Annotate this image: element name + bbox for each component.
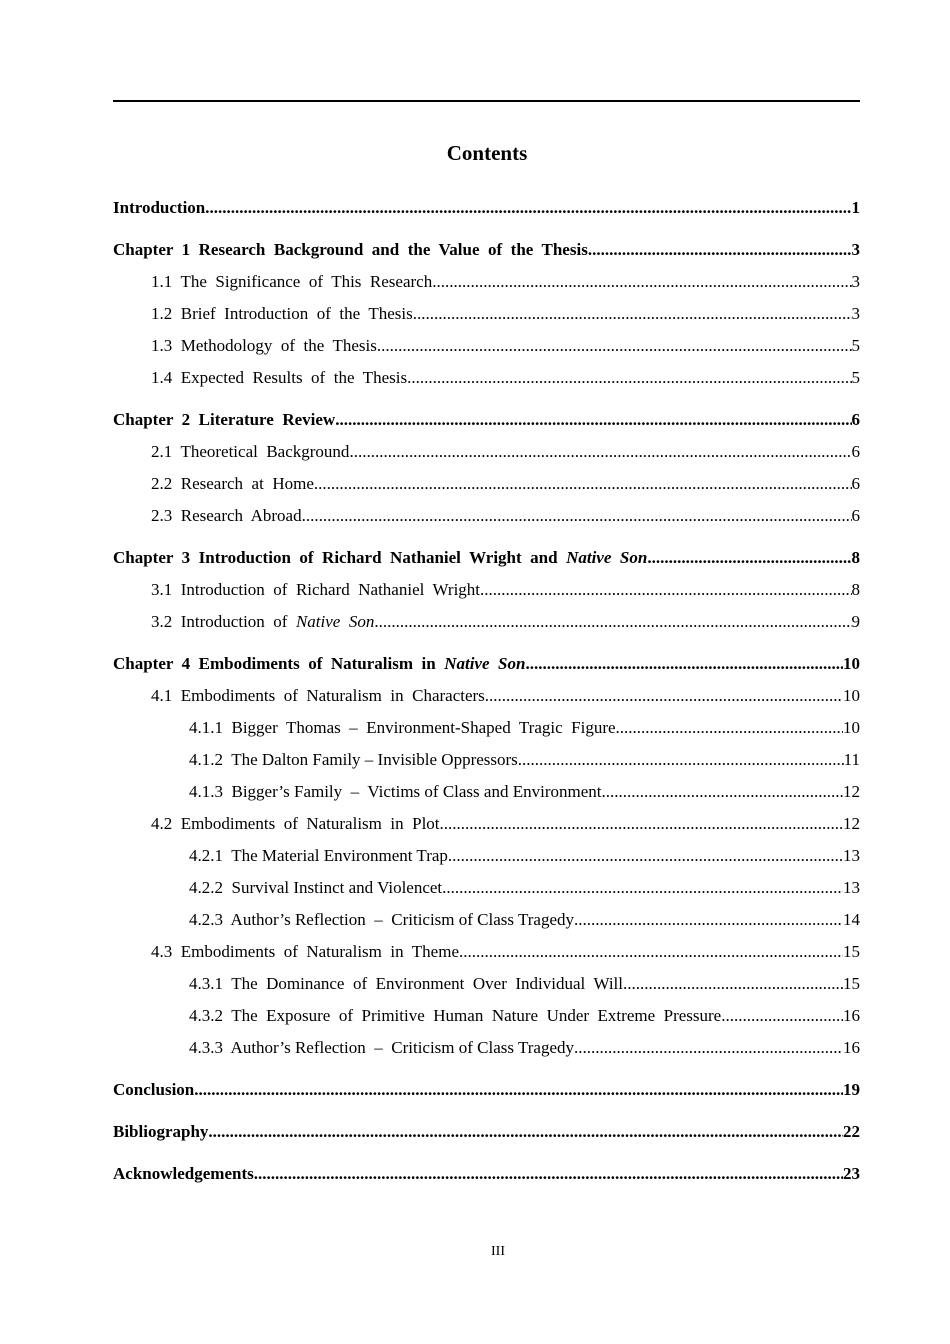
toc-entry-page: 15: [843, 974, 860, 993]
page-number: III: [491, 1244, 505, 1259]
toc-entry-title: [113, 1078, 194, 1101]
toc-entry-title: [113, 1162, 254, 1185]
toc-entry-title-text: 1.1 The Significance of This Research: [151, 272, 433, 291]
toc-entry-page: 1: [851, 198, 860, 217]
toc-dot-leader: [459, 940, 843, 963]
toc-entry-title-text: Chapter 2 Literature Review: [113, 410, 336, 429]
toc-entry-title-text: 4.3 Embodiments of Naturalism in Theme: [151, 942, 460, 961]
toc-entry[interactable]: [113, 1036, 860, 1068]
table-of-contents: [113, 196, 860, 1194]
toc-entry[interactable]: [113, 196, 860, 228]
toc-dot-leader: [208, 1120, 843, 1143]
toc-entry-title-text: Chapter 3 Introduction of Richard Nathaniel Wright and: [113, 548, 567, 567]
header-rule: [113, 100, 860, 102]
toc-entry-page: 13: [843, 846, 860, 865]
toc-entry-title: [113, 238, 588, 261]
toc-entry[interactable]: [113, 780, 860, 812]
toc-entry-title-text: 4.2.1 The Material Environment Trap: [189, 846, 448, 865]
toc-dot-leader: [377, 334, 852, 357]
toc-entry-page: 10: [843, 654, 860, 673]
toc-dot-leader: [574, 908, 843, 931]
toc-dot-leader: [485, 684, 843, 707]
toc-entry[interactable]: [113, 972, 860, 1004]
toc-entry-page: 14: [843, 910, 860, 929]
toc-entry-page: 16: [843, 1006, 860, 1025]
toc-entry[interactable]: [113, 408, 860, 440]
toc-entry-title: [151, 334, 377, 357]
toc-entry[interactable]: [113, 684, 860, 716]
toc-entry-title: [151, 302, 413, 325]
toc-dot-leader: [518, 748, 844, 771]
toc-dot-leader: [374, 610, 851, 633]
toc-entry[interactable]: [113, 940, 860, 972]
toc-entry-title-text: 4.3.3 Author’s Reflection – Criticism of Class Tragedy: [189, 1038, 575, 1057]
toc-entry-title: [189, 908, 574, 931]
toc-entry[interactable]: [113, 440, 860, 472]
toc-entry-page: 16: [843, 1038, 860, 1057]
toc-entry-title-text: 2.1 Theoretical Background: [151, 442, 350, 461]
toc-dot-leader: [302, 504, 852, 527]
toc-entry-page: 5: [851, 368, 860, 387]
toc-dot-leader: [432, 270, 851, 293]
toc-entry[interactable]: [113, 844, 860, 876]
toc-entry[interactable]: [113, 876, 860, 908]
toc-dot-leader: [194, 1078, 843, 1101]
toc-entry-title: [189, 716, 616, 739]
toc-entry[interactable]: [113, 472, 860, 504]
toc-entry-page: 6: [851, 410, 860, 429]
toc-dot-leader: [442, 876, 843, 899]
toc-entry-title-text: Bibliography: [113, 1122, 209, 1141]
toc-entry-title: [189, 844, 448, 867]
toc-entry-page: 6: [851, 506, 860, 525]
toc-entry-title-text: 4.1.3 Bigger’s Family – Victims of Class and Environment: [189, 782, 602, 801]
toc-entry-page: 12: [843, 782, 860, 801]
toc-entry-title: [113, 1120, 208, 1143]
toc-entry-title-text: Acknowledgements: [113, 1164, 254, 1183]
toc-entry-title-text: 4.1 Embodiments of Naturalism in Characters: [151, 686, 485, 705]
toc-entry-title: [189, 780, 601, 803]
toc-entry-title-italic: Native Son: [295, 612, 375, 631]
toc-entry-title-italic: Native Son: [444, 654, 526, 673]
toc-dot-leader: [721, 1004, 843, 1027]
toc-entry[interactable]: [113, 1120, 860, 1152]
toc-entry-page: 3: [851, 304, 860, 323]
toc-dot-leader: [314, 472, 852, 495]
toc-dot-leader: [335, 408, 851, 431]
toc-entry-title-text: 4.3.2 The Exposure of Primitive Human Nature Under Extreme Pressure: [189, 1006, 722, 1025]
toc-entry-page: 5: [851, 336, 860, 355]
toc-entry[interactable]: [113, 546, 860, 578]
toc-entry-title-text: 1.4 Expected Results of the Thesis: [151, 368, 408, 387]
toc-entry-title-text: Chapter 1 Research Background and the Value of the Thesis: [113, 240, 588, 259]
toc-entry[interactable]: [113, 748, 860, 780]
toc-entry-title-text: 4.1.2 The Dalton Family – Invisible Oppressors: [189, 750, 518, 769]
toc-entry[interactable]: [113, 908, 860, 940]
toc-entry-title-text: 4.1.1 Bigger Thomas – Environment-Shaped Tragic Figure: [189, 718, 616, 737]
toc-entry-page: 23: [843, 1164, 860, 1183]
toc-entry-title-text: 2.3 Research Abroad: [151, 506, 302, 525]
toc-dot-leader: [349, 440, 851, 463]
toc-entry-page: 6: [851, 442, 860, 461]
toc-entry-title-text: 3.1 Introduction of Richard Nathaniel Wright: [151, 580, 481, 599]
toc-entry-title: [189, 972, 623, 995]
toc-entry-title-italic: Native Son: [566, 548, 648, 567]
toc-entry[interactable]: [113, 1078, 860, 1110]
toc-dot-leader: [647, 546, 851, 569]
toc-entry-title: [113, 408, 335, 431]
toc-entry[interactable]: [113, 812, 860, 844]
toc-dot-leader: [601, 780, 843, 803]
toc-entry-title-text: 1.3 Methodology of the Thesis: [151, 336, 377, 355]
toc-entry-title-text: 2.2 Research at Home: [151, 474, 314, 493]
toc-entry-page: 10: [843, 686, 860, 705]
toc-entry-title-text: 3.2 Introduction of: [151, 612, 296, 631]
toc-dot-leader: [205, 196, 851, 219]
toc-entry[interactable]: [113, 302, 860, 334]
toc-entry-title-text: 4.2.3 Author’s Reflection – Criticism of Class Tragedy: [189, 910, 575, 929]
toc-dot-leader: [616, 716, 843, 739]
toc-entry[interactable]: [113, 1162, 860, 1194]
toc-entry[interactable]: [113, 716, 860, 748]
toc-entry[interactable]: [113, 238, 860, 270]
page-title: Contents: [446, 141, 528, 165]
toc-entry-title: [113, 546, 647, 569]
toc-entry-title: [151, 472, 314, 495]
toc-entry-page: 13: [843, 878, 860, 897]
toc-dot-leader: [525, 652, 843, 675]
toc-dot-leader: [480, 578, 851, 601]
toc-entry[interactable]: [113, 504, 860, 536]
toc-entry-title-text: 4.2 Embodiments of Naturalism in Plot: [151, 814, 440, 833]
toc-entry[interactable]: [113, 578, 860, 610]
toc-entry-page: 19: [843, 1080, 860, 1099]
toc-entry-page: 6: [851, 474, 860, 493]
toc-entry-page: 10: [843, 718, 860, 737]
toc-dot-leader: [407, 366, 851, 389]
toc-entry-page: 8: [851, 580, 860, 599]
toc-entry-title: [113, 196, 205, 219]
toc-dot-leader: [413, 302, 852, 325]
toc-entry-title: [189, 748, 518, 771]
toc-entry-title: [151, 578, 480, 601]
toc-entry-page: 9: [851, 612, 860, 631]
toc-entry-title: [151, 610, 374, 633]
toc-entry-title-text: Conclusion: [113, 1080, 195, 1099]
toc-entry-page: 22: [843, 1122, 860, 1141]
toc-entry-page: 11: [843, 750, 860, 769]
toc-entry-title: [151, 270, 432, 293]
toc-entry-page: 3: [851, 240, 860, 259]
toc-entry-page: 12: [843, 814, 860, 833]
toc-entry-title-text: 1.2 Brief Introduction of the Thesis: [151, 304, 413, 323]
toc-entry-page: 8: [851, 548, 860, 567]
toc-dot-leader: [588, 238, 852, 261]
toc-entry-page: 15: [843, 942, 860, 961]
toc-entry[interactable]: [113, 610, 860, 642]
toc-entry-title-text: 4.2.2 Survival Instinct and Violencet: [189, 878, 443, 897]
toc-dot-leader: [448, 844, 843, 867]
toc-entry[interactable]: [113, 366, 860, 398]
toc-entry[interactable]: [113, 652, 860, 684]
toc-entry-title-text: 4.3.1 The Dominance of Environment Over Individual Will: [189, 974, 623, 993]
toc-entry-title-text: Chapter 4 Embodiments of Naturalism in: [113, 654, 445, 673]
toc-entry-title: [189, 1036, 574, 1059]
toc-dot-leader: [623, 972, 843, 995]
toc-dot-leader: [574, 1036, 843, 1059]
toc-entry-title: [113, 652, 525, 675]
toc-entry-title: [151, 440, 349, 463]
toc-dot-leader: [440, 812, 843, 835]
toc-entry[interactable]: [113, 270, 860, 302]
toc-entry-title: [151, 684, 485, 707]
toc-entry-title: [189, 876, 442, 899]
toc-entry-page: 3: [851, 272, 860, 291]
toc-entry[interactable]: [113, 334, 860, 366]
toc-entry-title: [151, 812, 440, 835]
toc-entry-title: [189, 1004, 721, 1027]
toc-entry-title: [151, 940, 459, 963]
toc-entry-title: [151, 504, 302, 527]
toc-entry-title-text: Introduction: [113, 198, 206, 217]
toc-entry-title: [151, 366, 407, 389]
toc-entry[interactable]: [113, 1004, 860, 1036]
toc-dot-leader: [254, 1162, 843, 1185]
